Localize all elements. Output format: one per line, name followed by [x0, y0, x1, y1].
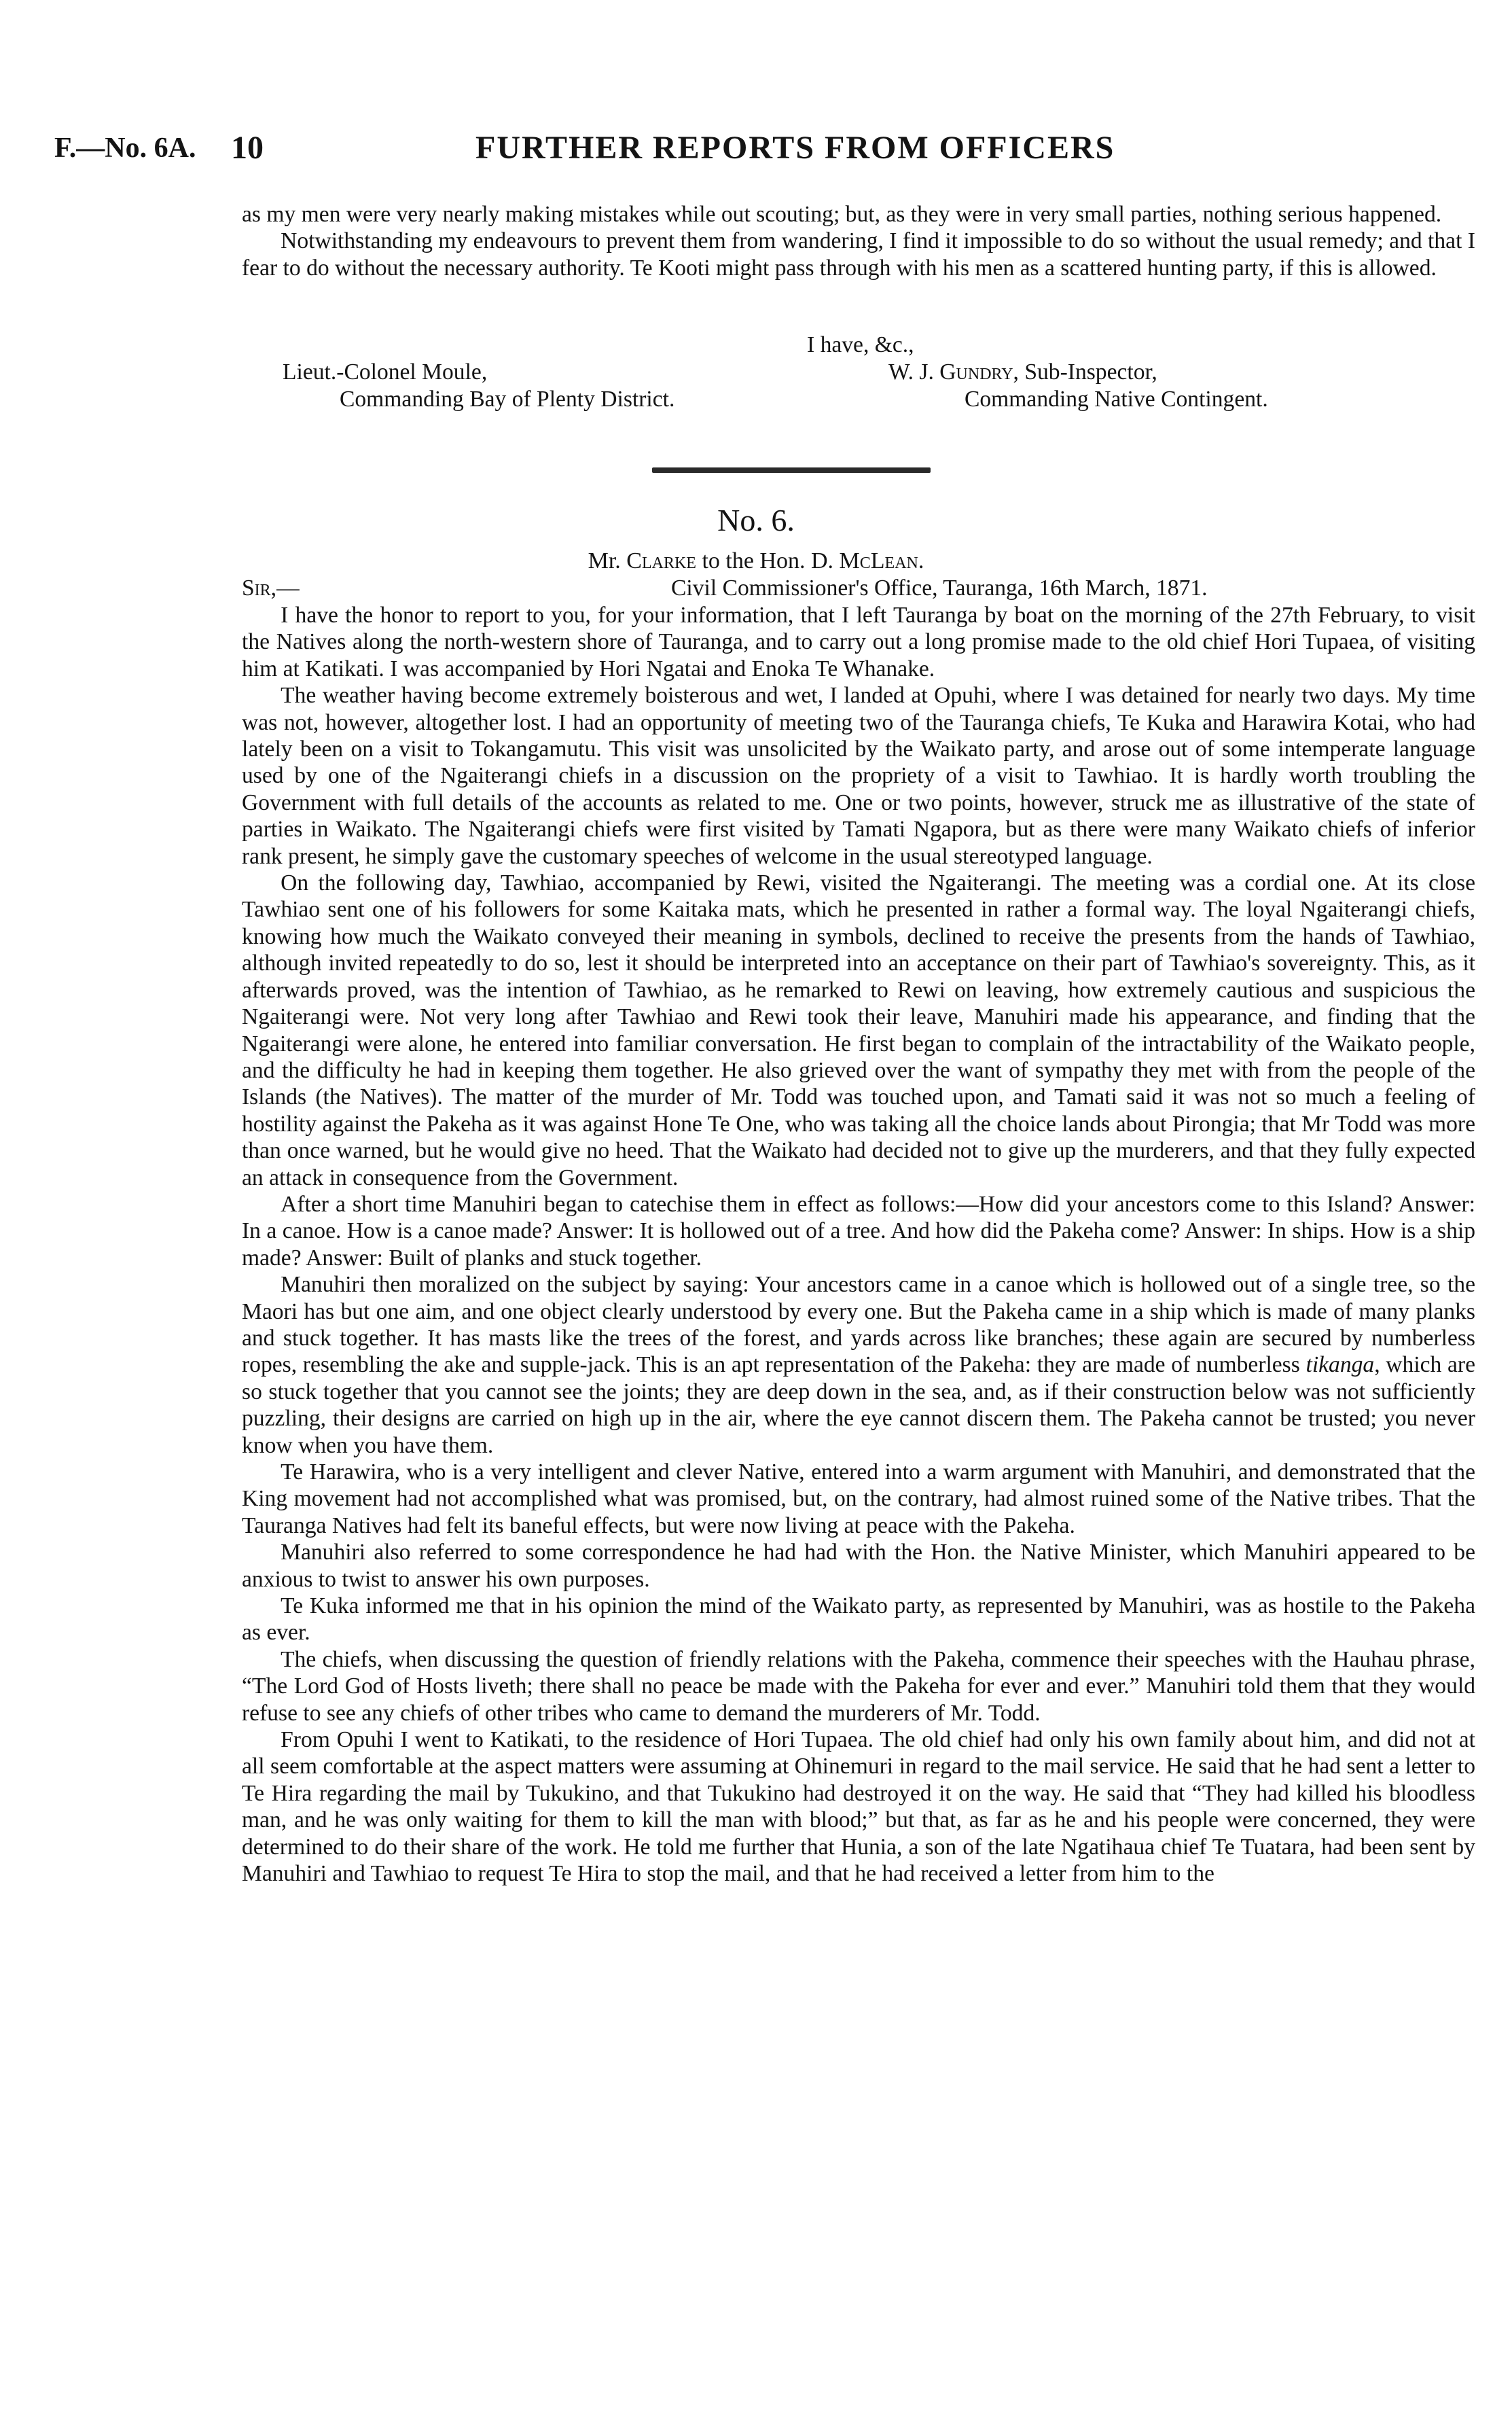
letter-body — [242, 602, 1475, 1888]
signer-name: Gundry — [939, 359, 1013, 385]
paragraph-text: Manuhiri then moralized on the subject by saying: Your ancestors came in a canoe which is hollowed out of a single tree, so the Maori has but one aim, and one object clearly understood by every one. But the Pakeha came in a ship which is made of many planks and stuck together. It has masts like the trees of the forest, and yards across like branches; these again are secured by numberless ropes, resembling the ake and supple-jack. This is an apt representation of the Pakeha: they are made of numberless — [242, 1272, 1475, 1378]
signer-title: , Sub-Inspector, — [1013, 359, 1157, 385]
paragraph: Te Kuka informed me that in his opinion the mind of the Waikato party, as represented by Manuhiri, was as hostile to the Pakeha as ever. — [242, 1593, 1475, 1646]
previous-letter-conclusion — [242, 201, 1475, 281]
paragraph: Te Harawira, who is a very intelligent and clever Native, entered into a warm argument with Manuhiri, and demonstrated that the King movement had not accomplished what was promised, but, on the contrary, had almost ruined some of the Native tribes. That the Tauranga Natives had felt its baneful effects, but were now living at peace with the Pakeha. — [242, 1459, 1475, 1538]
document-reference: F.—No. 6A. — [54, 132, 196, 164]
paragraph: The weather having become extremely boisterous and wet, I landed at Opuhi, where I was detained for nearly two days. My time was not, however, altogether lost. I had an opportunity of meeting two of the Tauranga chiefs, Te Kuka and Harawira Kotai, who had lately been on a visit to Tokangamutu. This visit was unsolicited by the Waikato party, and arose out of some intemperate language used by one of the Ngaiterangi chiefs in a discussion on the propriety of a visit to Tawhiao. It is hardly worth troubling the Government with full details of the accounts as related to me. One or two points, however, struck me as illustrative of the state of parties in Waikato. The Ngaiterangi chiefs were first visited by Tamati Ngapora, but as there were many Waikato chiefs of inferior rank present, he simply gave the customary speeches of welcome in the usual stereotyped language. — [242, 683, 1475, 869]
paragraph: From Opuhi I went to Katikati, to the residence of Hori Tupaea. The old chief had only his own family about him, and did not at all seem comfortable at the aspect matters were assuming at Ohinemuri in regard to the mail service. He said that he had sent a letter to Te Hira regarding the mail by Tukukino, and that Tukukino had destroyed it on the way. He said that “They had killed his bloodless man, and he was only waiting for them to kill the man with blood;” but that, as far as he and his people were concerned, they were determined to do their share of the work. He told me further that Hunia, a son of the late Ngatihaua chief Te Tuatara, had been sent by Manuhiri and Tawhiao to request Te Hira to stop the mail, and that he had received a letter from him to the — [242, 1727, 1475, 1887]
paragraph — [242, 1271, 1475, 1459]
closing-phrase: I have, &c., — [807, 332, 914, 357]
paragraph: The chiefs, when discussing the question of friendly relations with the Pakeha, commence their speeches with the Hauhau phrase, “The Lord God of Hosts liveth; there shall no peace be made with the Pakeha for ever and ever.” Manuhiri told them that they would refuse to see any chiefs of other tribes who came to demand the murderers of Mr. Todd. — [242, 1646, 1475, 1726]
running-title: FURTHER REPORTS FROM OFFICERS — [475, 130, 1115, 166]
paragraph: On the following day, Tawhiao, accompanied by Rewi, visited the Ngaiterangi. The meeting was a cordial one. At its close Tawhiao sent one of his followers for some Kaitaka mats, which he presented in rather a formal way. The loyal Ngaiterangi chiefs, knowing how much the Waikato conveyed their meaning in symbols, declined to receive the presents from the hands of Tawhiao, although invited repeatedly to do so, lest it should be interpreted into an acceptance on their part of Tawhiao's sovereignty. This, as it afterwards proved, was the intention of Tawhiao, as he remarked to Rewi on leaving, how extremely cautious and suspicious the Ngaiterangi were. Not very long after Tawhiao and Rewi took their leave, Manuhiri made his appearance, and finding that the Ngaiterangi were alone, he entered into familiar conversation. He first began to complain of the intractability of the Waikato people, and the difficulty he had in keeping them together. He also grieved over the want of sympathy they met with from the people of the Islands (the Natives). The matter of the murder of Mr. Todd was touched upon, and Tamati said it was not so much a feeling of hostility against the Pakeha as it was against Hone Te One, who was taking all the choice lands about Pirongia; that Mr Todd was more than once warned, but he would give no heed. That the Waikato had decided not to give up the murderers, and that they fully expected an attack in consequence from the Government. — [242, 870, 1475, 1190]
to-suffix: . — [918, 548, 924, 573]
paragraph: After a short time Manuhiri began to catechise them in effect as follows:—How did your ancestors come to this Island? Answer: In a canoe. How is a canoe made? Answer: It is hollowed out of a tree. And how did the Pakeha come? Answer: In ships. How is a ship made? Answer: Built of planks and stuck together. — [242, 1191, 1475, 1271]
paragraph-text: , which are so stuck together that you cannot see the joints; they are deep down in the sea, and, as if their construction below was not sufficiently puzzling, their designs are carried on high up in the air, where the eye cannot discern them. The Pakeha cannot be trusted; you never know when you have them. — [242, 1352, 1476, 1458]
signer-initials: W. J. — [888, 359, 934, 385]
to-name: McLean — [839, 548, 918, 573]
signature — [888, 359, 1157, 385]
salutation: Sir,— — [242, 575, 300, 601]
addressee-title: Commanding Bay of Plenty District. — [340, 387, 675, 412]
letter-closing — [242, 332, 1475, 427]
addressee-name: Lieut.-Colonel Moule, — [283, 359, 488, 385]
section-divider — [652, 467, 931, 473]
salutation-row — [242, 575, 1475, 602]
from-prefix: Mr. — [588, 548, 621, 573]
paragraph: as my men were very nearly making mistakes while out scouting; but, as they were in very small parties, nothing serious happened. — [242, 202, 1442, 227]
office-date-line: Civil Commissioner's Office, Tauranga, 16th March, 1871. — [671, 575, 1208, 601]
paragraph: Notwithstanding my endeavours to prevent them from wandering, I find it impossible to do so without the usual remedy; and that I fear to do without the necessary authority. Te Kooti might pass through with his men as a scattered hunting party, if this is allowed. — [242, 228, 1475, 281]
italic-term: tikanga — [1306, 1352, 1375, 1378]
running-header — [0, 129, 1512, 170]
signer-command: Commanding Native Contingent. — [965, 387, 1268, 412]
page-number: 10 — [231, 130, 264, 166]
from-name: Clarke — [626, 548, 696, 573]
to-text: to the Hon. D. — [702, 548, 834, 573]
paragraph: I have the honor to report to you, for your information, that I left Tauranga by boat on the morning of the 27th February, to visit the Natives along the north-western shore of Tauranga, and to carry out a long promise made to the old chief Hori Tupaea, of visiting him at Katikati. I was accompanied by Hori Ngatai and Enoka Te Whanake. — [242, 603, 1475, 681]
letter-correspondents — [0, 548, 1512, 575]
letter-number-heading: No. 6. — [717, 503, 795, 537]
paragraph: Manuhiri also referred to some correspondence he had had with the Hon. the Native Minister, which Manuhiri appeared to be anxious to twist to answer his own purposes. — [242, 1540, 1475, 1592]
